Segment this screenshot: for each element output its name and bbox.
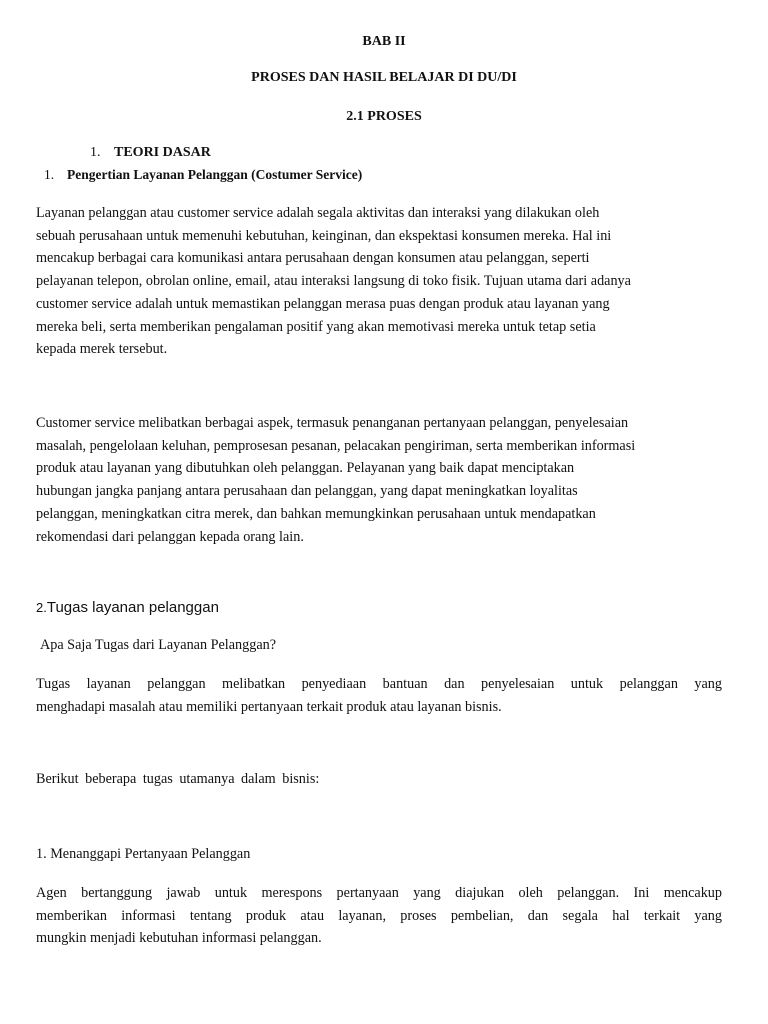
paragraph-2-line: rekomendasi dari pelanggan kepada orang lain.	[36, 528, 304, 545]
paragraph-1-line: kepada merek tersebut.	[36, 341, 168, 358]
theory-heading-label: TEORI DASAR	[114, 145, 211, 160]
paragraph-4-line: Agen bertanggung jawab untuk merespons pertanyaan yang diajukan oleh pelanggan. Ini mencakup	[36, 885, 722, 901]
paragraph-1-line: pelayanan telepon, obrolan online, email, atau interaksi langsung di toko fisik. Tujuan utama dari adanya	[36, 273, 631, 290]
paragraph-4	[36, 882, 722, 950]
subheading	[44, 167, 362, 183]
paragraph-1-line: Layanan pelanggan atau customer service adalah segala aktivitas dan interaksi yang dilakukan oleh	[36, 205, 600, 221]
paragraph-2	[36, 412, 722, 548]
paragraph-2-line: pelanggan, meningkatkan citra merek, dan bahkan memungkinkan perusahaan untuk mendapatkan	[36, 505, 596, 522]
question-line: Apa Saja Tugas dari Layanan Pelanggan?	[40, 637, 277, 653]
section-2-number: 2.	[36, 600, 47, 615]
paragraph-1-line: mencakup berbagai cara komunikasi antara perusahaan dengan konsumen atau pelanggan, seperti	[36, 250, 590, 267]
subheading-label: Pengertian Layanan Pelanggan (Costumer Service)	[67, 167, 363, 182]
theory-heading-number: 1.	[90, 145, 101, 160]
section-2-heading	[36, 599, 219, 616]
intro-line: Berikut beberapa tugas utamanya dalam bisnis:	[36, 771, 320, 787]
paragraph-4-line: mungkin menjadi kebutuhan informasi pelanggan.	[36, 930, 322, 947]
paragraph-1-line: mereka beli, serta memberikan pengalaman positif yang akan memotivasi mereka untuk tetap setia	[36, 318, 596, 335]
paragraph-3-line: menghadapi masalah atau memiliki pertanyaan terkait produk atau layanan bisnis.	[36, 698, 502, 715]
paragraph-2-line: produk atau layanan yang dibutuhkan oleh pelanggan. Pelayanan yang baik dapat menciptakan	[36, 460, 575, 477]
section-2-label: Tugas layanan pelanggan	[46, 599, 219, 616]
paragraph-3-line: Tugas layanan pelanggan melibatkan penyediaan bantuan dan penyelesaian untuk pelanggan yang	[36, 676, 722, 692]
subheading-number: 1.	[44, 167, 55, 182]
paragraph-1-line: customer service adalah untuk memastikan pelanggan merasa puas dengan produk atau layanan yang	[36, 295, 610, 312]
paragraph-4-line: memberikan informasi tentang produk atau layanan, proses pembelian, dan segala hal terkait yang	[36, 907, 722, 924]
paragraph-3	[36, 673, 722, 718]
paragraph-2-line: masalah, pengelolaan keluhan, pemprosesan pesanan, pelacakan pengiriman, serta memberikan informasi	[36, 437, 636, 454]
paragraph-2-line: Customer service melibatkan berbagai aspek, termasuk penanganan pertanyaan pelanggan, penyelesaian	[36, 415, 629, 431]
theory-heading	[90, 145, 211, 161]
paragraph-1	[36, 202, 722, 361]
section-heading: 2.1 PROSES	[346, 109, 422, 124]
paragraph-1-line: sebuah perusahaan untuk memenuhi kebutuhan, keinginan, dan ekspektasi konsumen mereka. Hal ini	[36, 227, 612, 244]
paragraph-2-line: hubungan jangka panjang antara perusahaan dan pelanggan, yang dapat meningkatkan loyalitas	[36, 483, 578, 500]
task-1-heading: 1. Menanggapi Pertanyaan Pelanggan	[36, 846, 251, 862]
chapter-heading: BAB II	[362, 34, 406, 49]
document-title: PROSES DAN HASIL BELAJAR DI DU/DI	[251, 70, 517, 85]
